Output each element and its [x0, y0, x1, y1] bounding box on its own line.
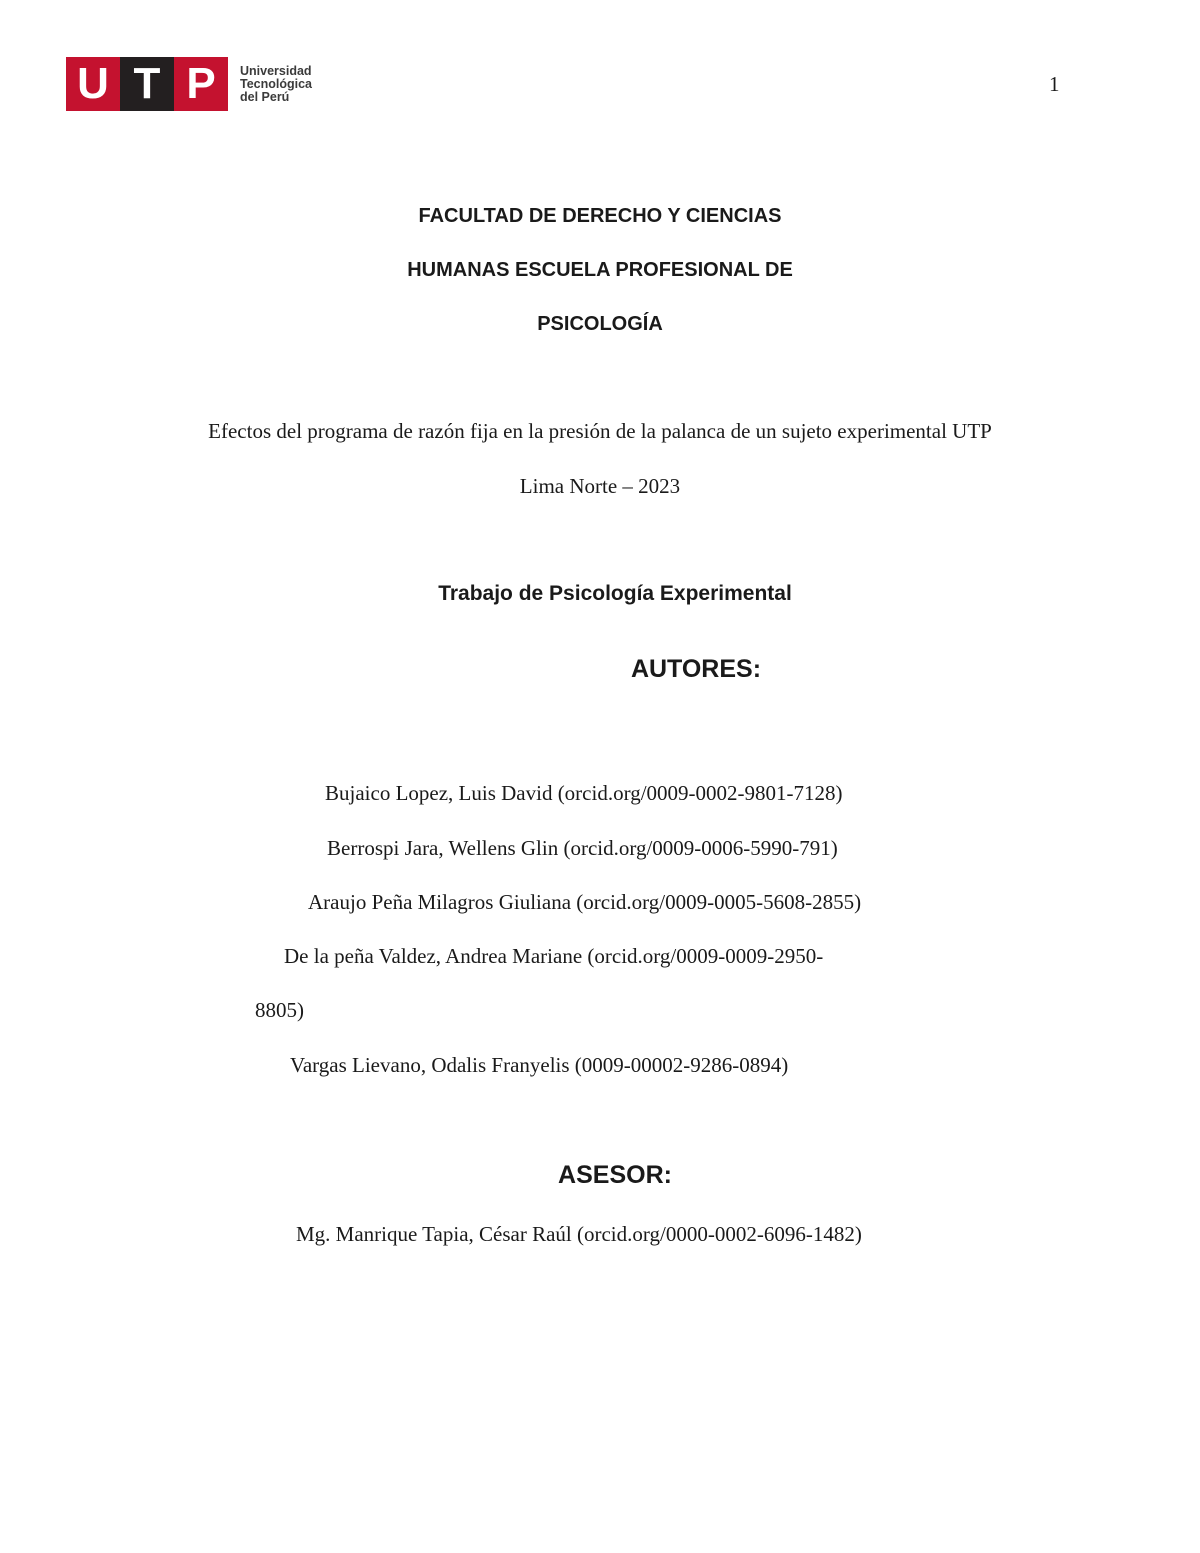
author-line: Bujaico Lopez, Luis David (orcid.org/0009-0002-9801-7128)	[325, 781, 843, 805]
authors-heading: AUTORES:	[630, 655, 762, 683]
faculty-line: PSICOLOGÍA	[537, 313, 663, 335]
page-number: 1	[1049, 72, 1060, 96]
course-name: Trabajo de Psicología Experimental	[438, 582, 792, 605]
logo-name-line: del Perú	[240, 89, 290, 104]
logo-university-name	[240, 65, 312, 104]
author-line: Vargas Lievano, Odalis Franyelis (0009-00002-9286-0894)	[290, 1053, 789, 1077]
author-line: Araujo Peña Milagros Giuliana (orcid.org/0009-0005-5608-2855)	[308, 890, 862, 914]
author-line: Berrospi Jara, Wellens Glin (orcid.org/0009-0006-5990-791)	[327, 836, 838, 860]
logo-name-line: Universidad	[240, 63, 312, 78]
author-line: 8805)	[255, 998, 304, 1022]
faculty-line: HUMANAS ESCUELA PROFESIONAL DE	[407, 259, 793, 281]
document-title: Efectos del programa de razón fija en la presión de la palanca de un sujeto experimental UTP	[208, 419, 992, 443]
logo-letter-p: P	[174, 57, 228, 111]
document-subtitle: Lima Norte – 2023	[519, 474, 681, 498]
logo-name-line: Tecnológica	[240, 76, 313, 91]
advisor-name: Mg. Manrique Tapia, César Raúl (orcid.org/0000-0002-6096-1482)	[296, 1222, 862, 1246]
advisor-heading: ASESOR:	[558, 1161, 672, 1189]
logo-letter-t: T	[120, 57, 174, 111]
faculty-line: FACULTAD DE DERECHO Y CIENCIAS	[418, 205, 782, 227]
author-line: De la peña Valdez, Andrea Mariane (orcid.org/0009-0009-2950-	[284, 944, 824, 968]
logo-letter-u: U	[66, 57, 120, 111]
utp-logo	[66, 57, 312, 111]
